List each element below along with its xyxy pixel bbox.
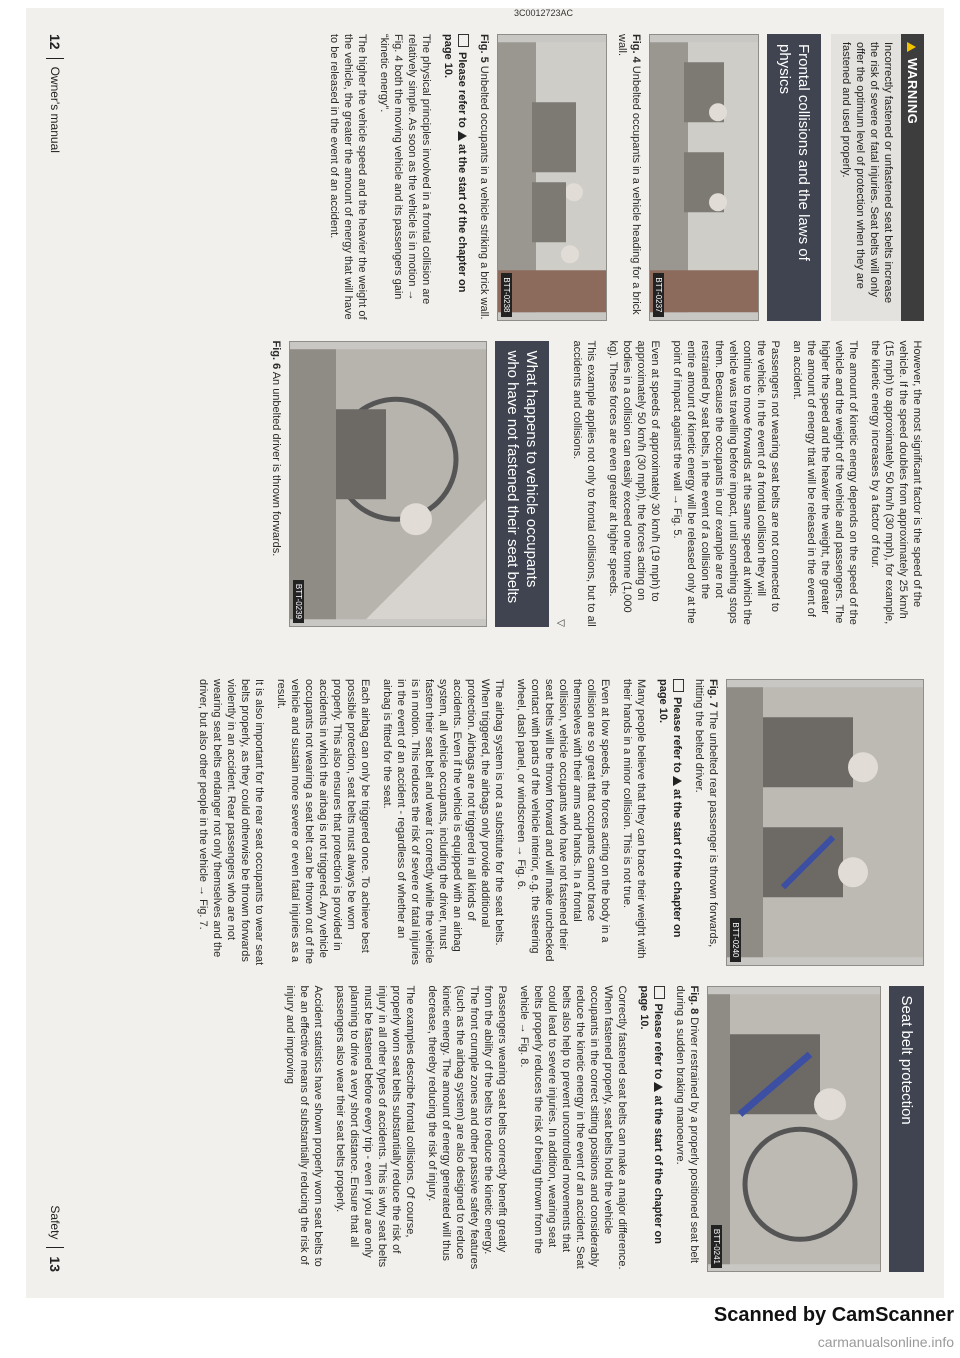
- fig8-code: BTT-0241: [711, 1225, 722, 1268]
- paragraph-passengers: Passengers not wearing seat belts are not connected to the vehicle. In the event of a frontal collision they will continue to move forwards at the same speed at which the vehicle was travelling before impact, until something stops them. Because the occupants in our example are not restrained by seat belts, in the event of a collision the entire amount of kinetic energy will be released only at the point of impact against the wall → Fig. 5.: [671, 340, 781, 625]
- fig4-illustration: [650, 35, 758, 320]
- paragraph-amount: The amount of kinetic energy depends on the speed of the vehicle and the weight of the vehicle and passengers. The higher the speed and the heavier the weight, the greater the amount of energy that will be released in the event of an accident.: [791, 340, 859, 625]
- paragraph-heavier: The higher the vehicle speed and the heavier the weight of the vehicle, the greater the amount of energy that will have to be released in the event of an accident.: [328, 34, 368, 320]
- refer-notice-left: Please refer to at the start of the chapter on page 10.: [442, 34, 468, 293]
- figure-4: [649, 34, 759, 321]
- fig5-illustration: [498, 35, 606, 320]
- warning-label: WARNING: [905, 58, 920, 125]
- figure-6: [289, 341, 487, 628]
- footer-divider: [46, 1247, 64, 1248]
- footer-label-left: Owner's manual: [48, 66, 62, 153]
- fig6-label: Fig. 6: [270, 340, 282, 370]
- fig7-caption: [692, 679, 720, 966]
- figure-7: [726, 679, 924, 966]
- scanned-spread: [26, 8, 944, 1298]
- section-heading-unbelted: What happens to vehicle occupants who have not fastened their seat belts: [495, 341, 549, 628]
- fig8-illustration: [708, 987, 880, 1272]
- column-4: [82, 986, 924, 1273]
- end-triangle-icon: ▽: [555, 619, 566, 627]
- fig5-label: Fig. 5: [478, 34, 490, 63]
- figure-5: [497, 34, 607, 321]
- paragraph-however: However, the most significant factor is the speed of the vehicle. If the speed doubles from approximately 25 km/h (15 mph) to approximately 50 km/h (30 mph), for example, the kinetic energy increases by a factor of four.: [869, 340, 923, 625]
- fig7-label: Fig. 7: [707, 679, 719, 708]
- column-3: [82, 679, 924, 966]
- refer-notice-right-2: Please refer to at the start of the chapter on page 10.: [638, 985, 664, 1244]
- paragraph-even: Even at speeds of approximately 30 km/h (19 mph) to approximately 50 km/h (30 mph), the forces acting on bodies in a collision can easily exceed one tonne (1,000 kg). These forces are even greater at higher speeds.: [607, 340, 661, 613]
- camscanner-watermark: Scanned by CamScanner: [713, 1304, 954, 1326]
- fig7-caption-text: The unbelted rear passenger is thrown forwards, hitting the belted driver.: [693, 679, 719, 948]
- book-icon: [458, 34, 469, 47]
- fig5-caption-text: Unbelted occupants in a vehicle striking a brick wall.: [478, 65, 490, 320]
- fig5-caption: [477, 34, 491, 321]
- book-icon: [673, 679, 684, 692]
- fig4-code: BTT-0237: [653, 273, 664, 316]
- warning-triangle-icon: [458, 131, 467, 141]
- page-13: [26, 653, 944, 1298]
- fig7-illustration: [727, 680, 923, 965]
- fig8-label: Fig. 8: [688, 985, 700, 1015]
- warning-triangle-icon: [673, 776, 682, 786]
- fig8-caption: [673, 986, 701, 1273]
- paragraph-airbag: The airbag system is not a substitute for the seat belts. When triggered, the airbags only provide additional protection. Airbags are not triggered in all kinds of accidents. Even if the vehicle is equipped with an airbag system, all vehicle occupants, including the driver, must fasten their seat belt and wear it correctly while the vehicle is in motion. This reduces the risk of severe or fatal injuries in the event of an accident - regardless of whether an airbag is fitted for the seat.: [381, 679, 505, 965]
- paragraph-low: Even at low speeds, the forces acting on the body in a collision are so great that occupants cannot brace themselves with their arms and hands. In a frontal collision, vehicle occupants who have not fastened their seat belts will be thrown forward and will make unchecked contact with parts of the vehicle interior, e.g. the steering wheel, dash panel, or windscreen → Fig. 6.: [515, 679, 611, 962]
- warning-triangle-icon: [654, 1082, 663, 1092]
- fig5-code: BTT-0238: [501, 273, 512, 316]
- fig4-caption: [615, 34, 643, 321]
- paragraph-physics: The physical principles involved in a frontal collision are relatively simple. As soon as the vehicle is in motion → Fig. 4 both the moving vehicle and its passengers gain “kinetic energy”.: [378, 34, 432, 305]
- paragraph-stats: Accident statistics have shown properly worn seat belts to be an effective means of substantially reducing the risk of injury and improving: [284, 985, 324, 1267]
- fig6-illustration: [290, 342, 486, 627]
- page-12: [26, 8, 944, 653]
- fig6-caption-text: An unbelted driver is thrown forwards.: [270, 371, 282, 557]
- warning-header: [901, 34, 924, 321]
- book-icon: [654, 986, 665, 999]
- footer-right: [46, 1205, 64, 1272]
- fig4-label: Fig. 4: [630, 34, 642, 63]
- footer-label-right: Safety: [48, 1205, 62, 1240]
- fig8-caption-text: Driver restrained by a properly positioned seat belt during a sudden braking manoeuvre.: [674, 985, 700, 1264]
- side-code: 3C0012723AC: [514, 8, 574, 18]
- site-watermark: carmanualsonline.info: [817, 1334, 954, 1350]
- refer-notice-right-1: Please refer to at the start of the chapter on page 10.: [657, 679, 683, 938]
- paragraph-each: Each airbag can only be triggered once. To achieve best possible protection, seat belts must always be worn properly. This also ensures that protection is provided in accidents in which the airbag is not triggered. Any vehicle occupants not wearing a seat belt can be thrown out of the vehicle and sustain more severe or even fatal injuries as a result.: [275, 679, 371, 964]
- warning-triangle-icon: [907, 42, 916, 52]
- footer-divider: [46, 58, 64, 59]
- warning-text: Incorrectly fastened or unfastened seat belts increase the risk of severe or fatal injuries. Seat belts will only offer the optimum level of protection when they are fastened and used properly.: [831, 34, 901, 321]
- column-1: [82, 34, 924, 321]
- paragraph-wearing: Passengers wearing seat belts correctly benefit greatly from the ability of the belts to reduce the kinetic energy. The front crumple zones and other passive safety features (such as the airbag system) are also designed to reduce kinetic energy. The amount of energy generated will thus decrease, thereby reducing the risk of injury.: [426, 985, 508, 1270]
- paragraph-example: This example applies not only to frontal collisions, but to all accidents and collisions.: [571, 340, 597, 627]
- rotated-spread: [26, 8, 944, 1298]
- fig6-caption: [269, 341, 283, 628]
- section-heading-physics: Frontal collisions and the laws of physics: [767, 34, 821, 321]
- figure-8: [707, 986, 881, 1273]
- fig4-caption-text: Unbelted occupants in a vehicle heading for a brick wall.: [616, 34, 642, 315]
- paragraph-correctly: Correctly fastened seat belts can make a major difference. When fastened properly, seat belts hold the vehicle occupants in the correct sitting positions and considerably reduce the kinetic energy in the event of an accident. Seat belts also help to prevent uncontrolled movements that could lead to severe injuries. In addition, wearing seat belts properly reduces the risk of being thrown from the vehicle → Fig. 8.: [518, 985, 628, 1270]
- column-2: [82, 341, 924, 628]
- section-heading-protection: Seat belt protection: [889, 986, 924, 1273]
- fig6-code: BTT-0239: [293, 580, 304, 623]
- paragraph-rear: It is also important for the rear seat occupants to wear seat belts properly, as they could otherwise be thrown forwards violently in an accident. Rear passengers who are not wearing seat belts endanger not only themselves and the driver, but also other people in the vehicle → Fig. 7.: [197, 679, 265, 966]
- page-number-left: 12: [47, 34, 63, 50]
- footer-left: [46, 34, 64, 153]
- page-number-right: 13: [47, 1256, 63, 1272]
- paragraph-examples: The examples describe frontal collisions. Of course, properly worn seat belts substantially reduce the risk of injury in all other types of accidents. This is why seat belts must be fastened before every trip - even if you are only planning to drive a very short distance. Ensure that all passengers also wear their seat belts properly.: [334, 985, 416, 1268]
- fig7-code: BTT-0240: [730, 918, 741, 961]
- paragraph-many: Many people believe that they can brace their weight with their hands in a minor collision. This is not true.: [621, 679, 647, 959]
